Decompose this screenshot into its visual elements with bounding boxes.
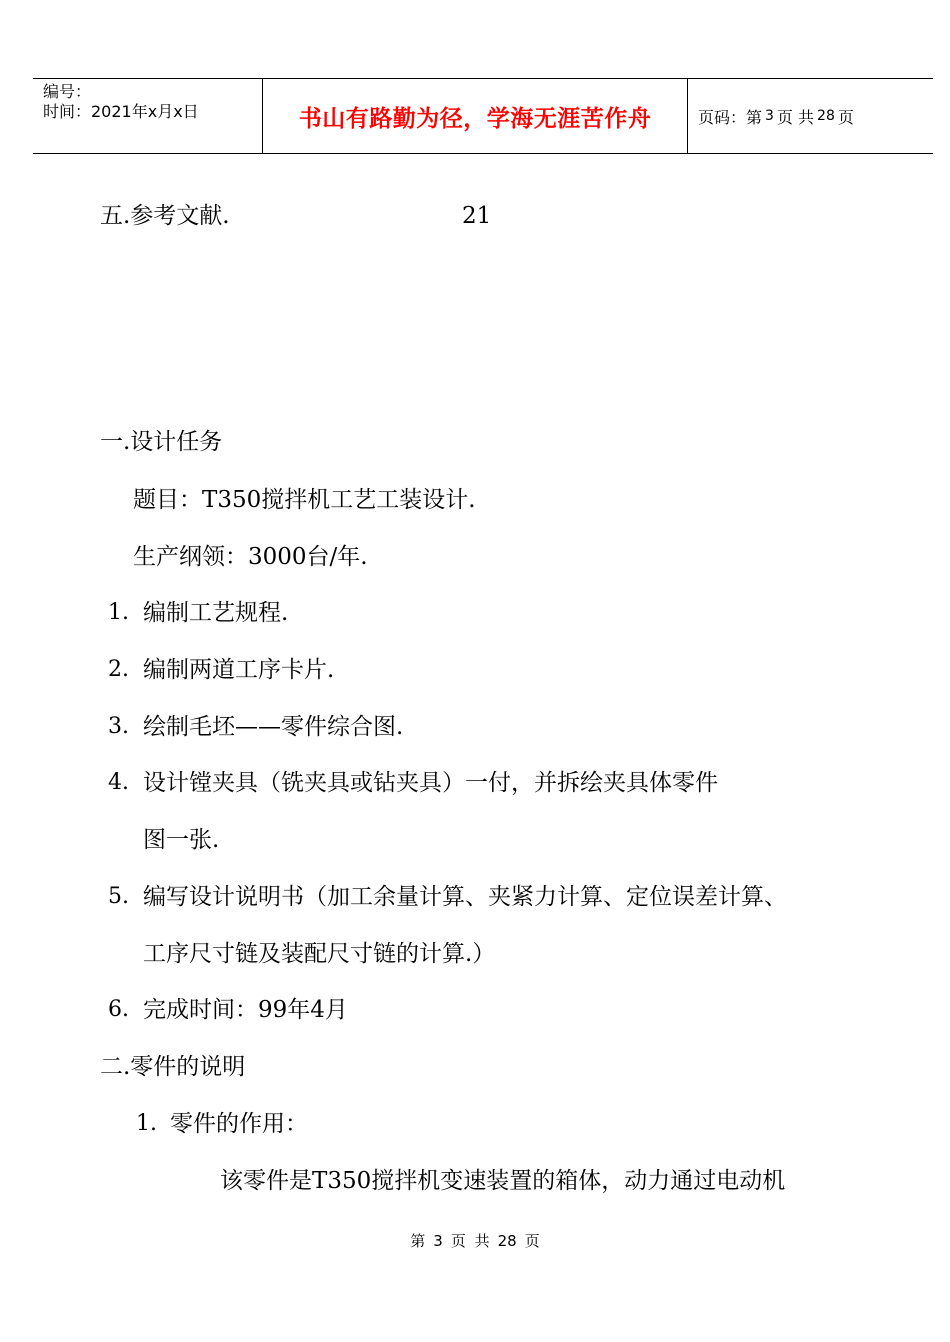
- toc-entry-page: 21: [462, 203, 492, 229]
- footer-mid: 页 共: [450, 1232, 490, 1250]
- production-program: 生产纲领：3000台/年.: [133, 544, 368, 570]
- page-mid: 页 共: [776, 107, 815, 127]
- list-item: 设计镗夹具（铣夹具或钻夹具）一付，并拆绘夹具体零件: [143, 770, 718, 796]
- header-page-number: [688, 79, 933, 153]
- list-item-number: 2.: [108, 657, 129, 682]
- list-item-continuation: 工序尺寸链及装配尺寸链的计算.）: [143, 941, 496, 967]
- header-meta-cell: [33, 79, 263, 153]
- footer-prefix: 第: [410, 1232, 426, 1250]
- footer-current: 3: [433, 1232, 443, 1250]
- list-item-continuation: 图一张.: [143, 827, 220, 853]
- document-date: 时间：2021年x月x日: [43, 102, 199, 121]
- list-item: 完成时间：99年4月: [143, 997, 348, 1023]
- list-item: 编制两道工序卡片.: [143, 657, 335, 683]
- header-motto: 书山有路勤为径，学海无涯苦作舟: [263, 79, 688, 153]
- section-heading-design-task: 一.设计任务: [100, 429, 223, 455]
- page-current: 3: [765, 108, 774, 124]
- page-total: 28: [817, 108, 835, 124]
- document-number-label: 编号：: [43, 82, 92, 101]
- design-topic: 题目：T350搅拌机工艺工装设计.: [133, 487, 476, 513]
- list-item-number: 3.: [108, 714, 129, 739]
- page-footer: [0, 1231, 950, 1251]
- subsection-number: 1.: [136, 1111, 157, 1136]
- list-item-number: 5.: [108, 884, 129, 909]
- page-header: [33, 78, 933, 154]
- footer-suffix: 页: [524, 1232, 540, 1250]
- list-item-number: 1.: [108, 600, 129, 625]
- section-heading-part-description: 二.零件的说明: [100, 1054, 246, 1080]
- list-item: 编写设计说明书（加工余量计算、夹紧力计算、定位误差计算、: [143, 884, 787, 910]
- page-prefix: 页码：第: [698, 107, 763, 127]
- toc-entry-references: 五.参考文献.: [100, 203, 230, 229]
- body-paragraph: 该零件是T350搅拌机变速装置的箱体，动力通过电动机: [220, 1168, 786, 1194]
- list-item: 编制工艺规程.: [143, 600, 289, 626]
- footer-total: 28: [497, 1232, 517, 1250]
- list-item: 绘制毛坯——零件综合图.: [143, 714, 404, 740]
- list-item-number: 4.: [108, 770, 129, 795]
- list-item-number: 6.: [108, 997, 129, 1022]
- page-suffix: 页: [837, 107, 854, 127]
- subsection-heading-part-function: 零件的作用：: [170, 1111, 308, 1137]
